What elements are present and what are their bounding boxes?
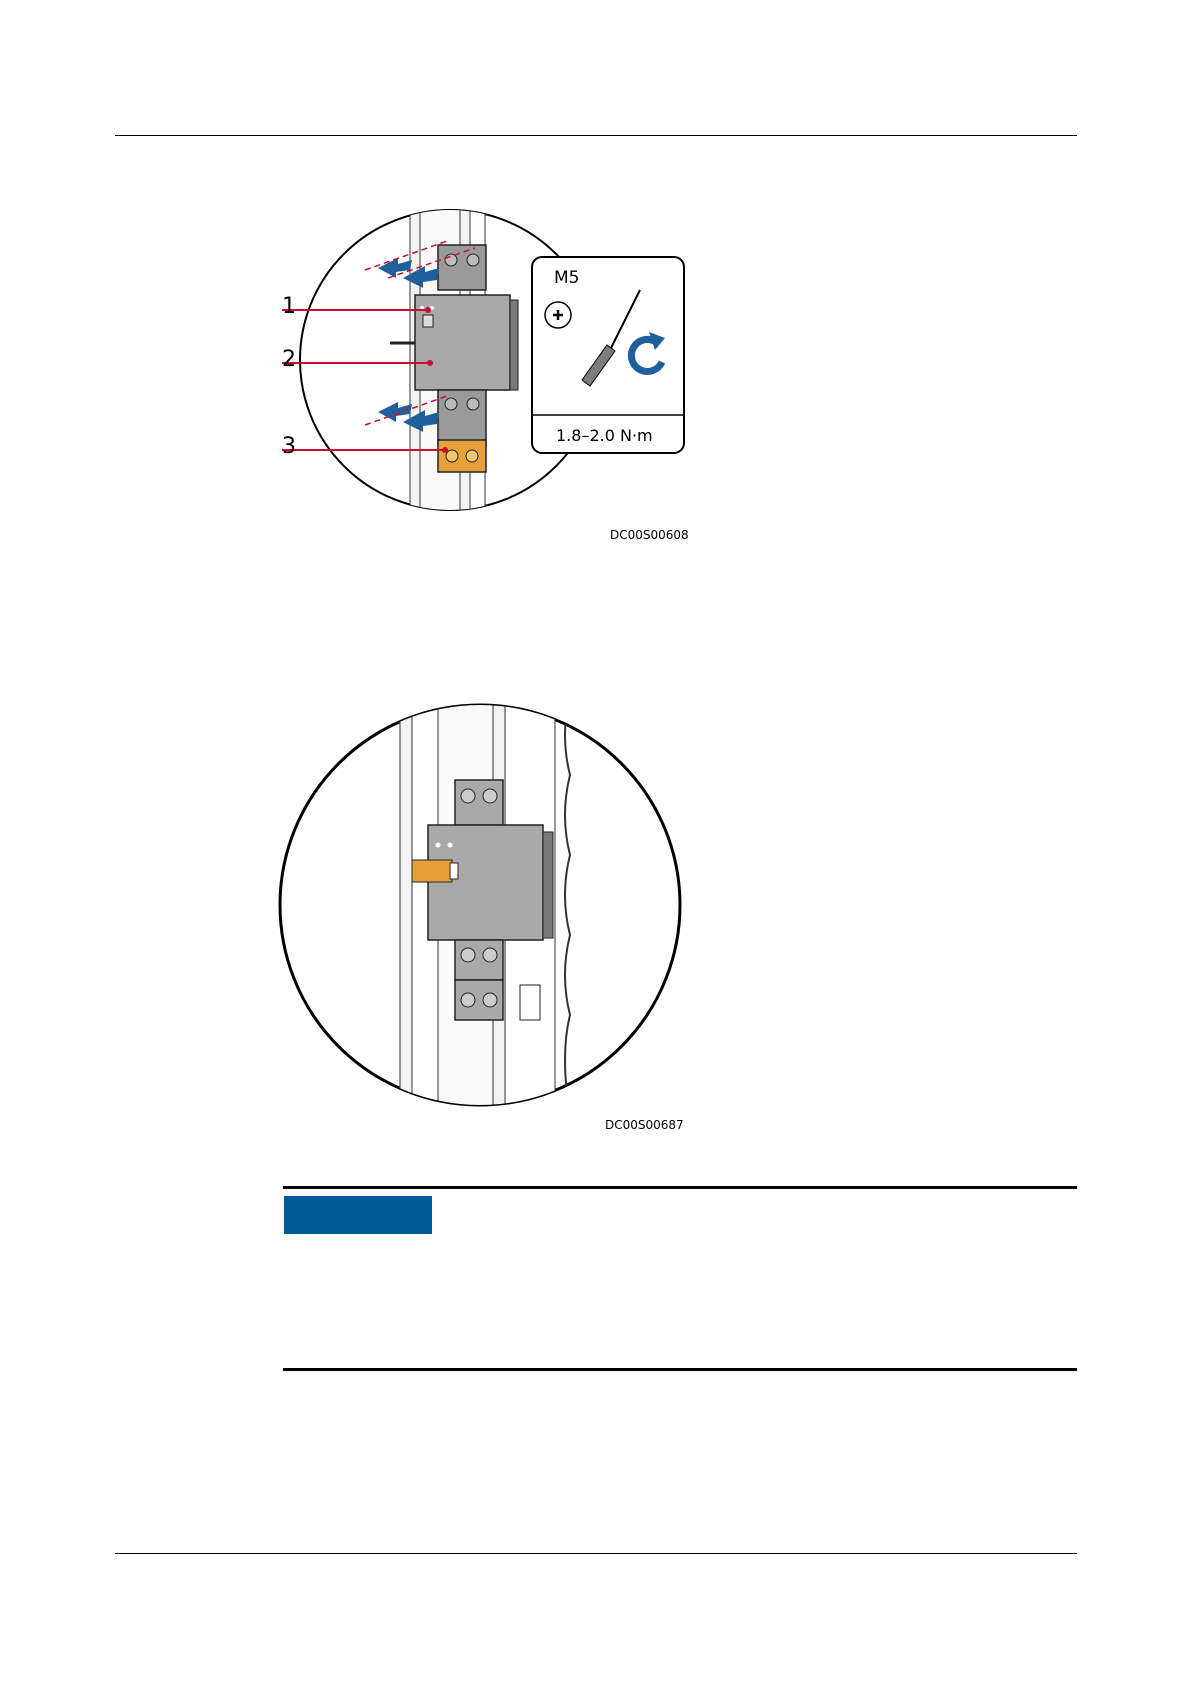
figure-2-id: DC00S00687 [605, 1118, 684, 1132]
upper-bracket [455, 780, 503, 825]
cable-connector [412, 860, 452, 882]
screw-icon [461, 789, 475, 803]
note-top-rule [283, 1186, 1077, 1189]
upper-bracket [438, 245, 486, 290]
screw-icon [445, 254, 457, 266]
screw-icon [467, 398, 479, 410]
header-rule [115, 135, 1077, 136]
note-bottom-rule [283, 1368, 1077, 1371]
note-badge [284, 1196, 432, 1234]
footer-rule [115, 1553, 1077, 1554]
ground-bar [438, 440, 486, 472]
figure-1-illustration [270, 200, 690, 540]
screw-icon [467, 254, 479, 266]
callout-number-2: 2 [282, 347, 296, 372]
callout-number-3: 3 [282, 434, 296, 459]
figure-1-install-module [270, 200, 690, 540]
lower-bracket [455, 940, 503, 980]
lower-bracket [438, 390, 486, 445]
figure-1-id: DC00S00608 [610, 528, 689, 542]
figure-2-illustration [270, 695, 690, 1115]
torque-label: 1.8–2.0 N·m [556, 426, 653, 445]
screw-spec-label: M5 [554, 268, 580, 288]
screw-icon [461, 948, 475, 962]
callout-number-1: 1 [282, 294, 296, 319]
screw-icon [445, 398, 457, 410]
screw-icon [483, 948, 497, 962]
screw-icon [483, 789, 497, 803]
figure-2-installed-module [270, 695, 690, 1140]
